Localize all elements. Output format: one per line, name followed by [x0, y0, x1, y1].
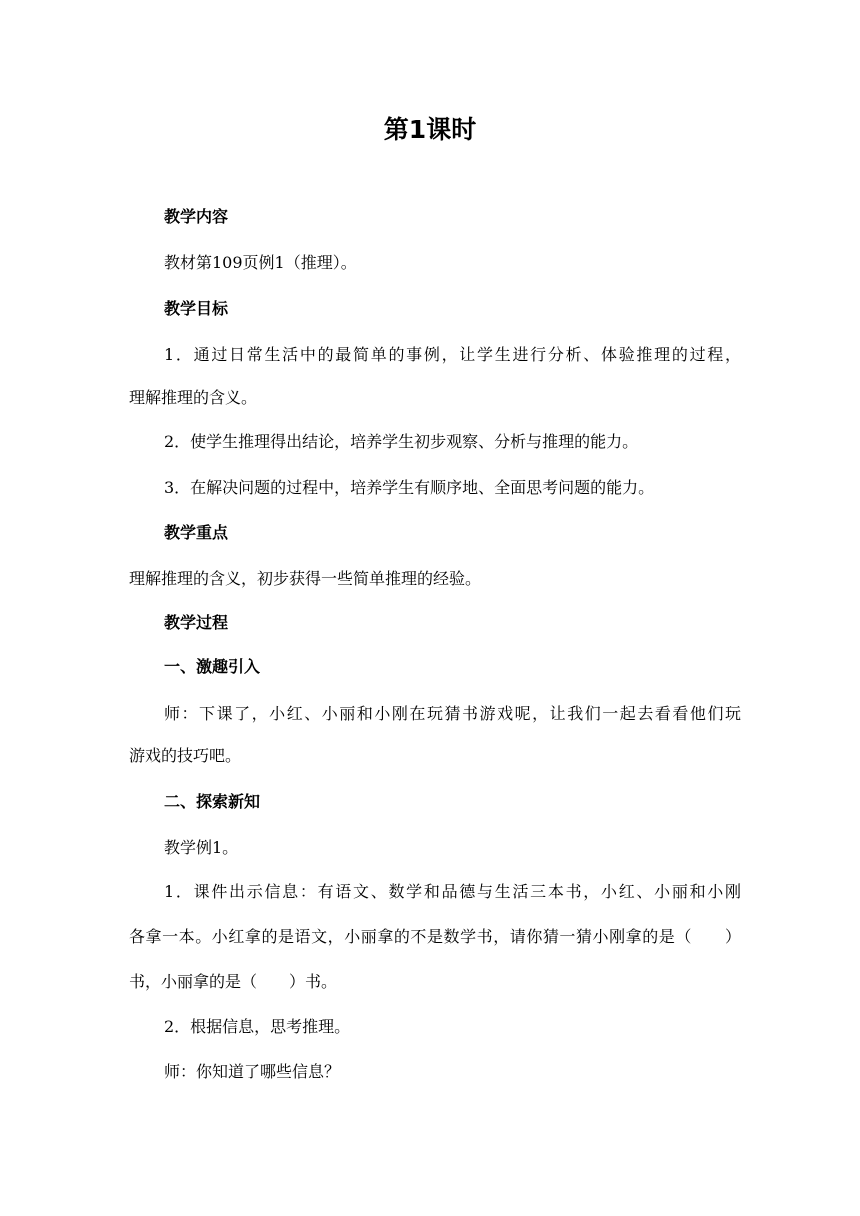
part-1-line-2: 游戏的技巧吧。 — [129, 746, 242, 765]
step-1-line-3: 书，小丽拿的是（ ）书。 — [129, 972, 338, 991]
step-2: 2．根据信息，思考推理。 — [164, 1017, 351, 1036]
goal-2: 2．使学生推理得出结论，培养学生初步观察、分析与推理的能力。 — [164, 432, 639, 451]
part-2-heading: 二、探索新知 — [164, 792, 261, 811]
part-1-line-1: 师：下课了，小红、小丽和小刚在玩猜书游戏呢，让我们一起去看看他们玩 — [164, 704, 741, 723]
step-1-line-2: 各拿一本。小红拿的是语文，小丽拿的不是数学书，请你猜一猜小刚拿的是（ ） — [129, 927, 741, 946]
goal-1-line-2: 理解推理的含义。 — [129, 388, 258, 407]
goal-3: 3．在解决问题的过程中，培养学生有顺序地、全面思考问题的能力。 — [164, 478, 655, 497]
part-1-heading: 一、激趣引入 — [164, 657, 261, 676]
teacher-question: 师：你知道了哪些信息？ — [164, 1062, 341, 1081]
goal-1-line-1: 1．通过日常生活中的最简单的事例，让学生进行分析、体验推理的过程， — [164, 345, 741, 364]
step-1-line-1: 1．课件出示信息：有语文、数学和品德与生活三本书，小红、小丽和小刚 — [164, 882, 741, 901]
section-heading-process: 教学过程 — [164, 613, 229, 632]
key-point-text: 理解推理的含义，初步获得一些简单推理的经验。 — [129, 569, 482, 588]
section-heading-content: 教学内容 — [164, 207, 229, 226]
section-heading-key-point: 教学重点 — [164, 523, 229, 542]
part-2-intro: 教学例1。 — [164, 838, 239, 857]
section-heading-goals: 教学目标 — [164, 299, 229, 318]
content-text: 教材第109页例1（推理）。 — [164, 253, 357, 272]
page-title: 第1课时 — [383, 115, 477, 144]
